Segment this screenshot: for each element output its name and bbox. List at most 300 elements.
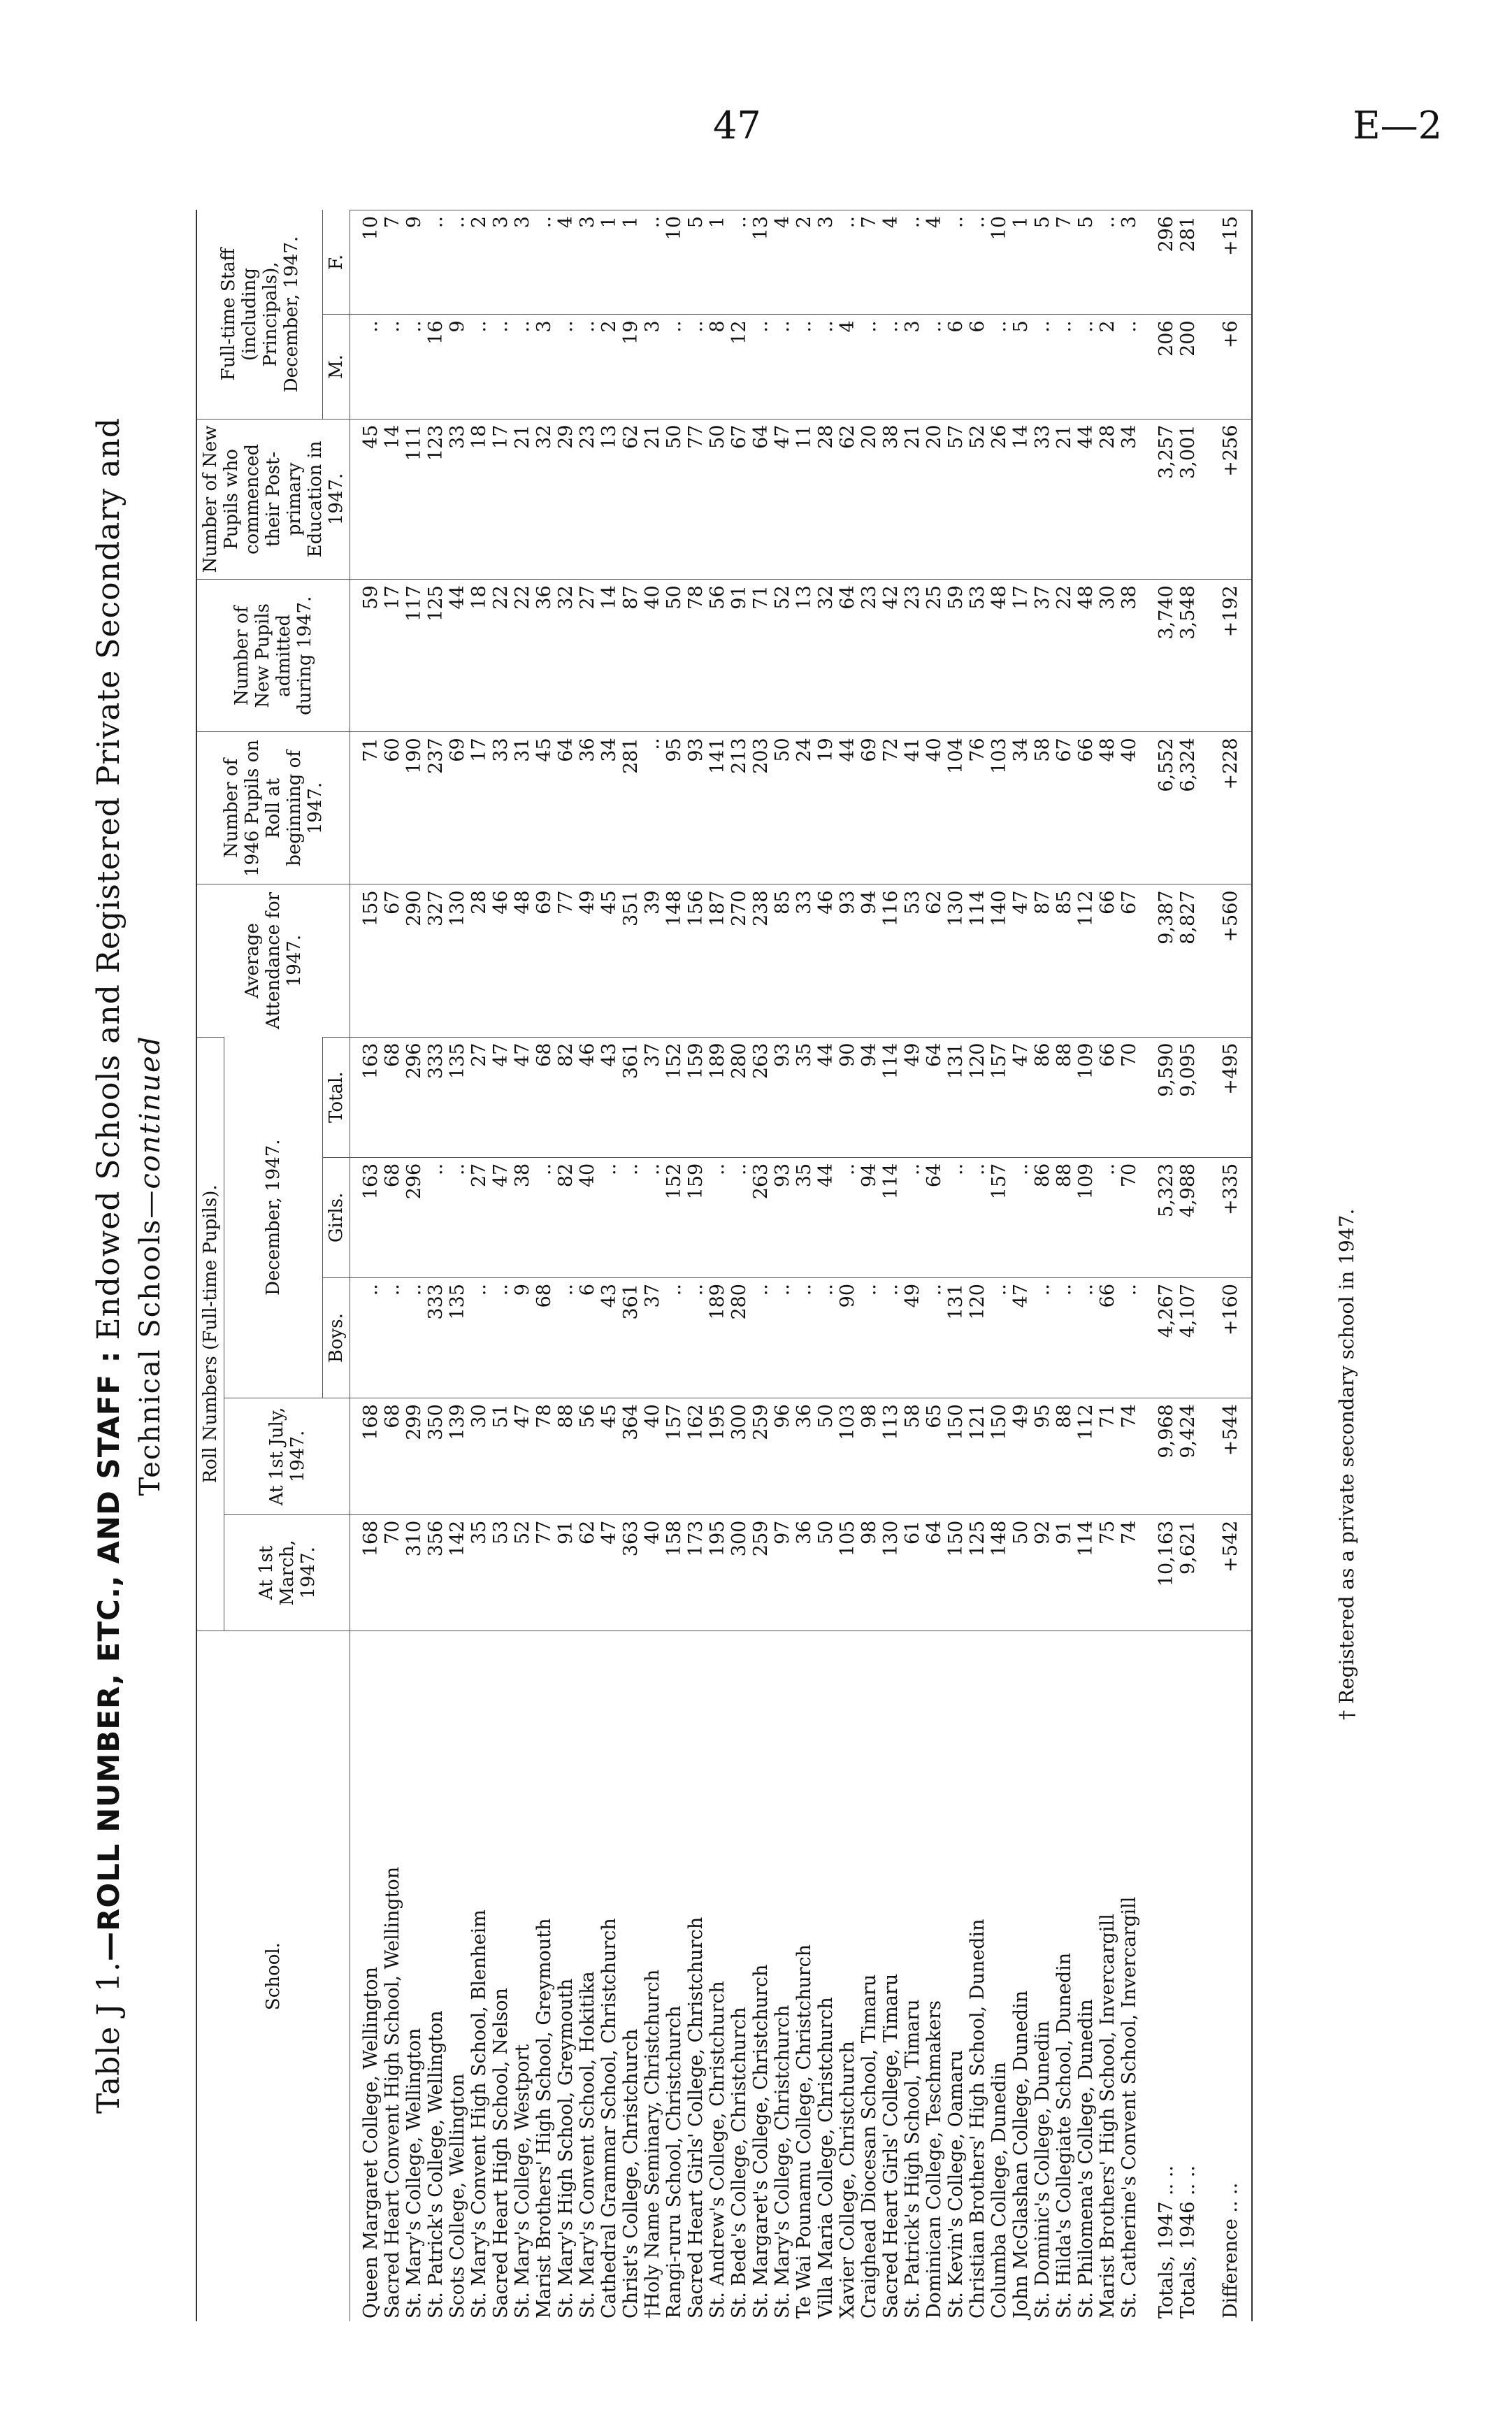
girls-cell: .. xyxy=(707,1157,728,1277)
commenced-cell: 64 xyxy=(750,419,772,580)
pupils-1946-cell: 60 xyxy=(382,732,403,884)
girls-cell: 40 xyxy=(577,1157,598,1277)
girls-cell: 38 xyxy=(512,1157,533,1277)
staff-f-cell: 5 xyxy=(685,210,707,315)
commenced-cell: 47 xyxy=(772,419,793,580)
march-cell: 142 xyxy=(447,1514,468,1631)
table-row xyxy=(1010,210,1032,2322)
march-cell: 148 xyxy=(988,1514,1010,1631)
admitted-cell: 59 xyxy=(945,580,967,732)
table-subtitle-text: Technical Schools— xyxy=(134,1189,166,1496)
staff-m-cell: .. xyxy=(577,315,598,419)
admitted-cell: 22 xyxy=(1053,580,1075,732)
boys-cell: 68 xyxy=(533,1278,555,1398)
staff-m-cell: 2 xyxy=(1097,315,1118,419)
july-cell: 150 xyxy=(945,1398,967,1514)
boys-cell: .. xyxy=(468,1278,490,1398)
pupils-1946-cell: 237 xyxy=(425,732,447,884)
total-cell: 47 xyxy=(1010,1037,1032,1157)
attendance-cell: 48 xyxy=(512,884,533,1037)
july-cell: 58 xyxy=(902,1398,923,1514)
commenced-cell: 123 xyxy=(425,419,447,580)
attendance-cell: 8,827 xyxy=(1177,884,1199,1037)
table-title-rest: Endowed Schools and Registered Private Secondary and xyxy=(91,417,127,1340)
attendance-cell: 290 xyxy=(403,884,425,1037)
july-cell: 139 xyxy=(447,1398,468,1514)
section-code: E—2 xyxy=(1353,103,1442,148)
admitted-cell: 25 xyxy=(923,580,945,732)
staff-m-cell: 2 xyxy=(598,315,620,419)
boys-cell: .. xyxy=(1032,1278,1053,1398)
july-cell: 364 xyxy=(620,1398,642,1514)
july-cell: 259 xyxy=(750,1398,772,1514)
commenced-cell: 29 xyxy=(555,419,577,580)
july-cell: 56 xyxy=(577,1398,598,1514)
total-cell: 88 xyxy=(1053,1037,1075,1157)
admitted-cell: 71 xyxy=(750,580,772,732)
july-header: At 1st July, 1947. xyxy=(224,1398,350,1514)
total-cell: 189 xyxy=(707,1037,728,1157)
total-cell: 361 xyxy=(620,1037,642,1157)
pupils-1946-cell: .. xyxy=(642,732,663,884)
girls-cell: 163 xyxy=(350,1157,382,1277)
total-cell: 9,095 xyxy=(1177,1037,1199,1157)
table-row xyxy=(967,210,988,2322)
staff-f-cell: 5 xyxy=(1032,210,1053,315)
total-cell: 68 xyxy=(382,1037,403,1157)
school-name-cell: John McGlashan College, Dunedin xyxy=(1010,1631,1032,2321)
commenced-cell: 21 xyxy=(642,419,663,580)
staff-f-cell: 4 xyxy=(880,210,902,315)
march-cell: 47 xyxy=(598,1514,620,1631)
total-cell: 86 xyxy=(1032,1037,1053,1157)
march-cell: 9,621 xyxy=(1177,1514,1199,1631)
total-cell: 263 xyxy=(750,1037,772,1157)
pupils-1946-cell: 33 xyxy=(490,732,512,884)
staff-f-cell: 1 xyxy=(620,210,642,315)
boys-cell: .. xyxy=(555,1278,577,1398)
commenced-cell: 33 xyxy=(447,419,468,580)
pupils-1946-cell: 103 xyxy=(988,732,1010,884)
pupils-1946-cell: 24 xyxy=(793,732,815,884)
july-cell: 300 xyxy=(728,1398,750,1514)
school-name-cell: Sacred Heart Convent High School, Wellington xyxy=(382,1631,403,2321)
table-row xyxy=(815,210,837,2322)
staff-m-cell: 6 xyxy=(945,315,967,419)
pupils-1946-cell: 64 xyxy=(555,732,577,884)
school-name-cell: Xavier College, Christchurch xyxy=(837,1631,858,2321)
staff-m-cell: .. xyxy=(512,315,533,419)
pupils-1946-cell: 72 xyxy=(880,732,902,884)
march-cell: 77 xyxy=(533,1514,555,1631)
pupils-1946-cell: 34 xyxy=(598,732,620,884)
attendance-cell: 156 xyxy=(685,884,707,1037)
admitted-cell: 42 xyxy=(880,580,902,732)
staff-m-cell: .. xyxy=(403,315,425,419)
staff-m-cell: .. xyxy=(923,315,945,419)
school-name-cell: Scots College, Wellington xyxy=(447,1631,468,2321)
school-name-cell: St. Mary's High School, Greymouth xyxy=(555,1631,577,2321)
december-header: December, 1947. xyxy=(224,1037,323,1398)
school-name-cell: Difference .. .. xyxy=(1199,1631,1252,2321)
staff-m-cell: 5 xyxy=(1010,315,1032,419)
march-cell: 91 xyxy=(555,1514,577,1631)
attendance-cell: 33 xyxy=(793,884,815,1037)
staff-f-cell: 9 xyxy=(403,210,425,315)
admitted-cell: 22 xyxy=(490,580,512,732)
girls-cell: .. xyxy=(598,1157,620,1277)
totals-1946-row xyxy=(1177,210,1199,2322)
admitted-cell: 17 xyxy=(382,580,403,732)
july-cell: 40 xyxy=(642,1398,663,1514)
attendance-cell: 49 xyxy=(577,884,598,1037)
staff-f-cell: .. xyxy=(425,210,447,315)
table-body xyxy=(350,210,1253,2322)
table-row xyxy=(750,210,772,2322)
july-cell: 74 xyxy=(1118,1398,1140,1514)
total-cell: 37 xyxy=(642,1037,663,1157)
staff-f-cell: 3 xyxy=(512,210,533,315)
school-name-cell: Christian Brothers' High School, Dunedin xyxy=(967,1631,988,2321)
admitted-cell: 56 xyxy=(707,580,728,732)
admitted-cell: 37 xyxy=(1032,580,1053,732)
table-main-title: —ROLL NUMBER, ETC., AND STAFF : xyxy=(92,1350,126,1961)
admitted-cell: 78 xyxy=(685,580,707,732)
attendance-cell: 45 xyxy=(598,884,620,1037)
staff-f-cell: 10 xyxy=(663,210,685,315)
march-cell: +542 xyxy=(1199,1514,1252,1631)
boys-cell: 47 xyxy=(1010,1278,1032,1398)
girls-cell: 109 xyxy=(1075,1157,1097,1277)
table-row xyxy=(728,210,750,2322)
commenced-cell: 111 xyxy=(403,419,425,580)
attendance-cell: 62 xyxy=(923,884,945,1037)
march-cell: 91 xyxy=(1053,1514,1075,1631)
girls-cell: 82 xyxy=(555,1157,577,1277)
school-name-cell: Dominican College, Teschmakers xyxy=(923,1631,945,2321)
staff-f-cell: 13 xyxy=(750,210,772,315)
continued-label: continued xyxy=(134,1035,166,1189)
school-name-cell: †Holy Name Seminary, Christchurch xyxy=(642,1631,663,2321)
admitted-cell: 36 xyxy=(533,580,555,732)
school-name-cell: St. Catherine's Convent School, Invercargill xyxy=(1118,1631,1140,2321)
boys-cell: 37 xyxy=(642,1278,663,1398)
total-cell: 296 xyxy=(403,1037,425,1157)
girls-cell: 47 xyxy=(490,1157,512,1277)
boys-cell: 131 xyxy=(945,1278,967,1398)
staff-m-cell: 3 xyxy=(902,315,923,419)
girls-cell: 4,988 xyxy=(1177,1157,1199,1277)
staff-f-cell: 7 xyxy=(382,210,403,315)
pupils-1946-cell: 48 xyxy=(1097,732,1118,884)
school-name-cell: Queen Margaret College, Wellington xyxy=(350,1631,382,2321)
table-row xyxy=(490,210,512,2322)
staff-m-cell: 200 xyxy=(1177,315,1199,419)
march-cell: 10,163 xyxy=(1140,1514,1177,1631)
footnote: † Registered as a private secondary school in 1947. xyxy=(1335,1208,1358,1720)
staff-f-cell: 3 xyxy=(490,210,512,315)
school-name-cell: Cathedral Grammar School, Christchurch xyxy=(598,1631,620,2321)
march-cell: 75 xyxy=(1097,1514,1118,1631)
table-row xyxy=(707,210,728,2322)
boys-cell: 120 xyxy=(967,1278,988,1398)
girls-cell: 86 xyxy=(1032,1157,1053,1277)
staff-header: Full-time Staff (including Principals), December, 1947. xyxy=(196,210,323,420)
commenced-header: Number of New Pupils who commenced their Post-primary Education in 1947. xyxy=(196,419,350,580)
roll-number-table xyxy=(196,210,1253,2321)
admitted-cell: 52 xyxy=(772,580,793,732)
march-cell: 35 xyxy=(468,1514,490,1631)
commenced-cell: 11 xyxy=(793,419,815,580)
school-name-cell: Rangi-ruru School, Christchurch xyxy=(663,1631,685,2321)
boys-cell: 361 xyxy=(620,1278,642,1398)
july-cell: 9,424 xyxy=(1177,1398,1199,1514)
girls-cell: 296 xyxy=(403,1157,425,1277)
attendance-cell: 9,387 xyxy=(1140,884,1177,1037)
staff-f-cell: .. xyxy=(642,210,663,315)
commenced-cell: 21 xyxy=(512,419,533,580)
table-row xyxy=(425,210,447,2322)
admitted-cell: 48 xyxy=(1075,580,1097,732)
attendance-cell: 77 xyxy=(555,884,577,1037)
pupils-1946-cell: 104 xyxy=(945,732,967,884)
total-cell: 35 xyxy=(793,1037,815,1157)
admitted-cell: 14 xyxy=(598,580,620,732)
july-cell: 30 xyxy=(468,1398,490,1514)
table-row xyxy=(1097,210,1118,2322)
boys-header: Boys. xyxy=(323,1278,350,1398)
july-cell: 65 xyxy=(923,1398,945,1514)
total-cell: 47 xyxy=(490,1037,512,1157)
school-name-cell: St. Mary's Convent School, Hokitika xyxy=(577,1631,598,2321)
total-cell: 280 xyxy=(728,1037,750,1157)
pupils-1946-cell: 50 xyxy=(772,732,793,884)
attendance-cell: 187 xyxy=(707,884,728,1037)
staff-m-cell: .. xyxy=(1075,315,1097,419)
pupils-1946-cell: 58 xyxy=(1032,732,1053,884)
boys-cell: .. xyxy=(1053,1278,1075,1398)
commenced-cell: 20 xyxy=(858,419,880,580)
admitted-cell: 27 xyxy=(577,580,598,732)
staff-m-cell: .. xyxy=(382,315,403,419)
table-row xyxy=(577,210,598,2322)
admitted-cell: 13 xyxy=(793,580,815,732)
march-cell: 158 xyxy=(663,1514,685,1631)
staff-f-cell: .. xyxy=(447,210,468,315)
table-row xyxy=(468,210,490,2322)
july-cell: 36 xyxy=(793,1398,815,1514)
total-cell: 333 xyxy=(425,1037,447,1157)
staff-m-cell: .. xyxy=(685,315,707,419)
girls-cell: 5,323 xyxy=(1140,1157,1177,1277)
girls-cell: 44 xyxy=(815,1157,837,1277)
march-cell: 52 xyxy=(512,1514,533,1631)
attendance-cell: 67 xyxy=(1118,884,1140,1037)
girls-cell: .. xyxy=(620,1157,642,1277)
girls-cell: .. xyxy=(1010,1157,1032,1277)
table-row xyxy=(1053,210,1075,2322)
table-row xyxy=(447,210,468,2322)
staff-m-cell: .. xyxy=(772,315,793,419)
pupils-1946-cell: 69 xyxy=(858,732,880,884)
girls-cell: 157 xyxy=(988,1157,1010,1277)
table-row xyxy=(685,210,707,2322)
pupils-1946-cell: 93 xyxy=(685,732,707,884)
pupils-1946-cell: 6,324 xyxy=(1177,732,1199,884)
march-cell: 61 xyxy=(902,1514,923,1631)
school-name-cell: St. Dominic's College, Dunedin xyxy=(1032,1631,1053,2321)
girls-cell: 68 xyxy=(382,1157,403,1277)
commenced-cell: 23 xyxy=(577,419,598,580)
july-cell: 78 xyxy=(533,1398,555,1514)
july-cell: 68 xyxy=(382,1398,403,1514)
school-name-cell: St. Patrick's High School, Timaru xyxy=(902,1631,923,2321)
table-row xyxy=(945,210,967,2322)
table-row xyxy=(620,210,642,2322)
admitted-cell: 38 xyxy=(1118,580,1140,732)
total-cell: 66 xyxy=(1097,1037,1118,1157)
july-cell: 350 xyxy=(425,1398,447,1514)
school-name-cell: Sacred Heart Girls' College, Timaru xyxy=(880,1631,902,2321)
july-cell: 113 xyxy=(880,1398,902,1514)
school-name-cell: St. Andrew's College, Christchurch xyxy=(707,1631,728,2321)
staff-f-cell: 2 xyxy=(793,210,815,315)
commenced-cell: 57 xyxy=(945,419,967,580)
commenced-cell: 20 xyxy=(923,419,945,580)
total-cell: 49 xyxy=(902,1037,923,1157)
staff-f-cell: .. xyxy=(837,210,858,315)
staff-m-cell: 4 xyxy=(837,315,858,419)
admitted-cell: 53 xyxy=(967,580,988,732)
school-name-cell: Te Wai Pounamu College, Christchurch xyxy=(793,1631,815,2321)
school-name-cell: Totals, 1946 .. .. xyxy=(1177,1631,1199,2321)
girls-cell: +335 xyxy=(1199,1157,1252,1277)
school-name-cell: St. Hilda's Collegiate School, Dunedin xyxy=(1053,1631,1075,2321)
pupils-1946-cell: 76 xyxy=(967,732,988,884)
boys-cell: 135 xyxy=(447,1278,468,1398)
pupils-1946-cell: 213 xyxy=(728,732,750,884)
school-name-cell: Marist Brothers' High School, Greymouth xyxy=(533,1631,555,2321)
total-header: Total. xyxy=(323,1037,350,1157)
total-cell: 94 xyxy=(858,1037,880,1157)
admitted-header: Number of New Pupils admitted during 1947. xyxy=(196,580,350,732)
staff-m-cell: .. xyxy=(988,315,1010,419)
school-name-cell: St. Kevin's College, Oamaru xyxy=(945,1631,967,2321)
table-row xyxy=(837,210,858,2322)
boys-cell: .. xyxy=(382,1278,403,1398)
total-cell: 46 xyxy=(577,1037,598,1157)
table-row xyxy=(1032,210,1053,2322)
pupils-1946-cell: 44 xyxy=(837,732,858,884)
totals-1947-row xyxy=(1140,210,1177,2322)
girls-cell: 88 xyxy=(1053,1157,1075,1277)
table-label: Table J 1. xyxy=(91,1961,127,2114)
total-cell: 159 xyxy=(685,1037,707,1157)
commenced-cell: 14 xyxy=(1010,419,1032,580)
boys-cell: .. xyxy=(880,1278,902,1398)
boys-cell: .. xyxy=(403,1278,425,1398)
staff-f-cell: .. xyxy=(533,210,555,315)
table-row xyxy=(403,210,425,2322)
total-cell: 93 xyxy=(772,1037,793,1157)
pupils-1946-cell: 17 xyxy=(468,732,490,884)
girls-cell: .. xyxy=(728,1157,750,1277)
table-row xyxy=(923,210,945,2322)
boys-cell: .. xyxy=(490,1278,512,1398)
admitted-cell: 32 xyxy=(555,580,577,732)
pupils-1946-cell: 141 xyxy=(707,732,728,884)
pupils-1946-cell: 281 xyxy=(620,732,642,884)
march-cell: 53 xyxy=(490,1514,512,1631)
table-row xyxy=(902,210,923,2322)
school-name-cell: St. Patrick's College, Wellington xyxy=(425,1631,447,2321)
attendance-cell: 93 xyxy=(837,884,858,1037)
staff-m-cell: .. xyxy=(858,315,880,419)
roll-numbers-header: Roll Numbers (Full-time Pupils). xyxy=(196,1037,224,1631)
pupils-1946-cell: +228 xyxy=(1199,732,1252,884)
table-row xyxy=(350,210,382,2322)
attendance-cell: +560 xyxy=(1199,884,1252,1037)
staff-f-cell: .. xyxy=(945,210,967,315)
total-cell: 114 xyxy=(880,1037,902,1157)
girls-cell: 93 xyxy=(772,1157,793,1277)
staff-m-cell: 6 xyxy=(967,315,988,419)
staff-m-cell: .. xyxy=(750,315,772,419)
july-cell: 150 xyxy=(988,1398,1010,1514)
boys-cell: 280 xyxy=(728,1278,750,1398)
staff-m-cell: 3 xyxy=(642,315,663,419)
boys-cell: 9 xyxy=(512,1278,533,1398)
page-header xyxy=(0,0,1512,210)
admitted-cell: 117 xyxy=(403,580,425,732)
july-cell: 49 xyxy=(1010,1398,1032,1514)
march-cell: 50 xyxy=(1010,1514,1032,1631)
attendance-cell: 28 xyxy=(468,884,490,1037)
pupils-1946-cell: 66 xyxy=(1075,732,1097,884)
staff-m-cell: .. xyxy=(350,315,382,419)
school-name-cell: St. Mary's College, Wellington xyxy=(403,1631,425,2321)
commenced-cell: 26 xyxy=(988,419,1010,580)
boys-cell: .. xyxy=(793,1278,815,1398)
july-cell: 95 xyxy=(1032,1398,1053,1514)
school-name-cell: St. Bede's College, Christchurch xyxy=(728,1631,750,2321)
girls-cell: .. xyxy=(967,1157,988,1277)
commenced-cell: 44 xyxy=(1075,419,1097,580)
commenced-cell: 3,001 xyxy=(1177,419,1199,580)
total-cell: 131 xyxy=(945,1037,967,1157)
total-cell: +495 xyxy=(1199,1037,1252,1157)
table-title xyxy=(91,210,127,2321)
table-row xyxy=(598,210,620,2322)
girls-cell: .. xyxy=(837,1157,858,1277)
admitted-cell: 3,548 xyxy=(1177,580,1199,732)
attendance-cell: 66 xyxy=(1097,884,1118,1037)
total-cell: 109 xyxy=(1075,1037,1097,1157)
july-cell: 121 xyxy=(967,1398,988,1514)
july-cell: 88 xyxy=(555,1398,577,1514)
july-cell: 88 xyxy=(1053,1398,1075,1514)
staff-f-cell: +15 xyxy=(1199,210,1252,315)
march-cell: 173 xyxy=(685,1514,707,1631)
girls-header: Girls. xyxy=(323,1157,350,1277)
admitted-cell: 18 xyxy=(468,580,490,732)
school-name-cell: Columba College, Dunedin xyxy=(988,1631,1010,2321)
admitted-cell: 23 xyxy=(902,580,923,732)
staff-m-cell: .. xyxy=(1053,315,1075,419)
pupils-1946-cell: 45 xyxy=(533,732,555,884)
attendance-cell: 155 xyxy=(350,884,382,1037)
girls-cell: 70 xyxy=(1118,1157,1140,1277)
